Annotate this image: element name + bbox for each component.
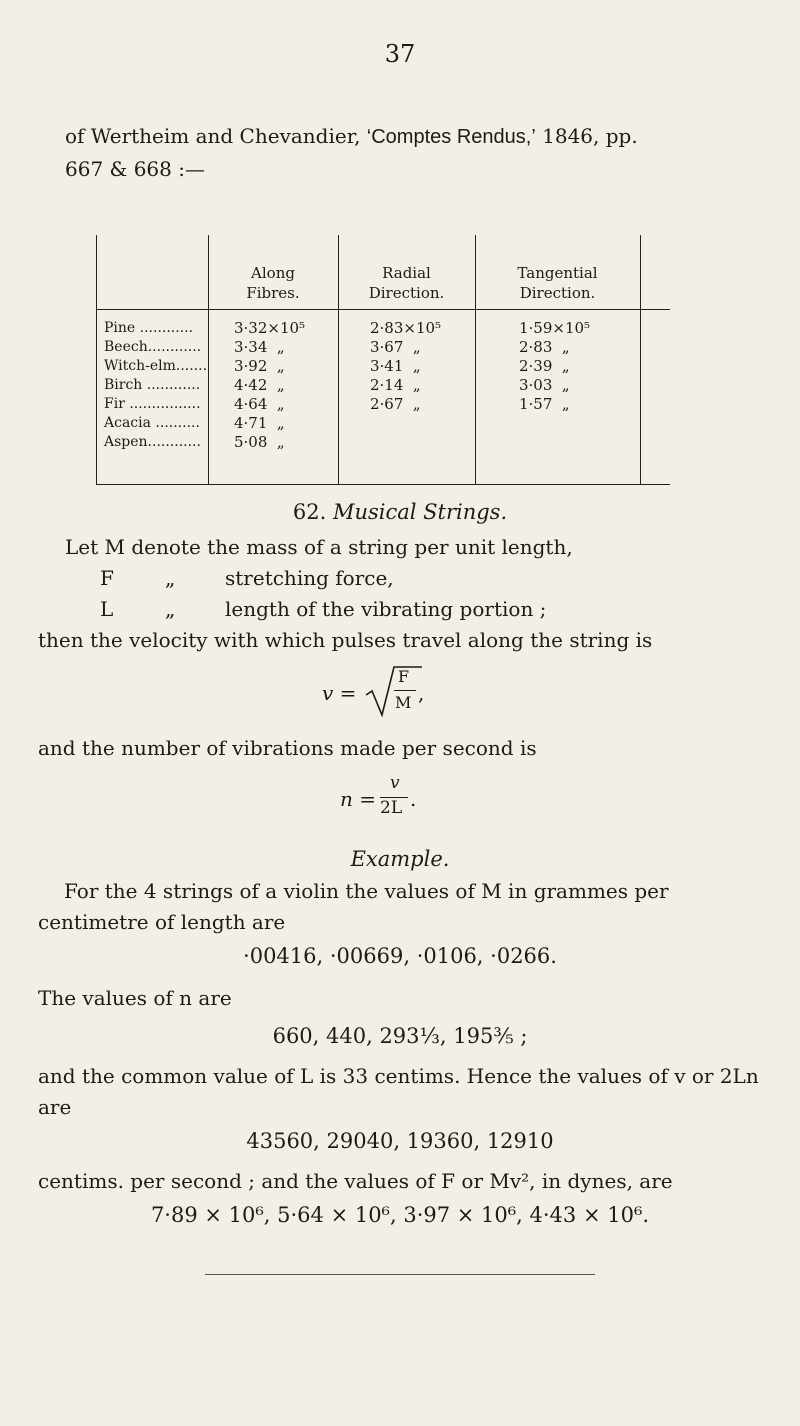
mass-values: ·00416, ·00669, ·0106, ·0266. [243,944,557,968]
table-header-rule [96,309,670,310]
intro-line-1 [65,120,765,153]
wood-name: Acacia .......... [104,415,200,431]
wood-name: Fir ................ [104,396,201,412]
header-along-line-1: Along [251,264,295,282]
definition-f [100,563,394,594]
along-value: 4·42 „ [234,376,285,394]
header-along-line-2: Fibres. [246,284,300,302]
along-value: 4·71 „ [234,414,285,432]
tangential-direction-column [519,319,590,414]
definition-lead: Let M denote the mass of a string per unit length, [65,535,573,559]
wood-name: Aspen............ [104,434,201,450]
velocity-denominator: M [395,693,412,712]
wood-name-column [104,319,207,452]
frequency-values: 660, 440, 293⅓, 195⅗ ; [272,1024,528,1048]
force-values: 7·89 × 10⁶, 5·64 × 10⁶, 3·97 × 10⁶, 4·43 × 10⁶. [150,1203,650,1227]
along-value: 5·08 „ [234,433,285,451]
velocity-sentence: then the velocity with which pulses travel along the string is [38,628,653,652]
wood-name: Pine ............ [104,320,194,336]
frequency-formula [340,773,460,823]
ditto-mark: „ [165,566,176,590]
along-value: 4·64 „ [234,395,285,413]
example-paragraph-4: centims. per second ; and the values of F or Mv², in dynes, are [38,1169,673,1193]
page-number: 37 [384,40,416,68]
header-along-fibres [208,263,338,303]
citation: ‘Comptes Rendus,’ [366,126,536,148]
header-radial-line-1: Radial [382,264,431,282]
intro-text-end: 1846, pp. [535,124,638,148]
section-heading [0,500,800,524]
along-value: 3·32×10⁵ [234,319,306,337]
header-tangential-direction [475,263,640,303]
velocity-values: 43560, 29040, 19360, 12910 [246,1129,554,1153]
symbol-f: F [100,566,114,590]
table-border-left [96,235,97,485]
header-tangential-line-1: Tangential [517,264,598,282]
frequency-lhs: n = [340,787,376,811]
table-border-right [640,235,641,485]
tangential-value: 1·59×10⁵ [519,319,591,337]
frequency-trailing: . [410,787,417,811]
radial-value: 2·67 „ [370,395,421,413]
bottom-rule [205,1274,595,1275]
radial-value: 3·41 „ [370,357,421,375]
velocity-trailing: , [418,681,425,705]
along-value: 3·92 „ [234,357,285,375]
along-value: 3·34 „ [234,338,285,356]
section-title: Musical Strings. [332,500,508,524]
velocity-lhs: v = [322,681,357,705]
intro-line-2: 667 & 668 :— [65,157,205,181]
example-paragraph-2: The values of n are [38,986,232,1010]
along-fibres-column [234,319,305,452]
header-tangential-line-2: Direction. [519,284,596,302]
example-paragraph-3: and the common value of L is 33 centims. Hence the values of v or 2Ln are [38,1064,759,1119]
header-radial-direction [338,263,475,303]
elasticity-table [96,235,670,485]
example-heading: Example. [350,847,450,871]
definition-l-text: length of the vibrating portion ; [225,597,547,621]
intro-paragraph [65,120,765,185]
symbol-l: L [100,597,114,621]
wood-name: Witch-elm....... [104,358,208,374]
fraction-bar [394,690,416,691]
tangential-value: 1·57 „ [519,395,570,413]
header-radial-line-2: Direction. [368,284,445,302]
vibration-sentence: and the number of vibrations made per second is [38,736,537,760]
velocity-formula [322,663,482,723]
tangential-value: 2·83 „ [519,338,570,356]
tangential-value: 3·03 „ [519,376,570,394]
frequency-denominator: 2L [380,798,403,818]
radial-value: 2·14 „ [370,376,421,394]
radial-direction-column [370,319,441,414]
tangential-value: 2·39 „ [519,357,570,375]
example-paragraph-1: For the 4 strings of a violin the values of M in grammes per centimetre of length are [38,879,669,934]
radial-value: 2·83×10⁵ [370,319,442,337]
definition-f-text: stretching force, [225,566,394,590]
radial-value: 3·67 „ [370,338,421,356]
square-root-sign [364,663,424,719]
frequency-numerator: v [390,773,400,793]
wood-name: Beech............ [104,339,202,355]
definition-l [100,594,546,625]
section-number: 62. [292,500,327,524]
ditto-mark: „ [165,597,176,621]
velocity-numerator: F [398,667,410,686]
intro-text: of Wertheim and Chevandier, [65,124,367,148]
table-bottom-rule [96,484,670,485]
wood-name: Birch ............ [104,377,201,393]
